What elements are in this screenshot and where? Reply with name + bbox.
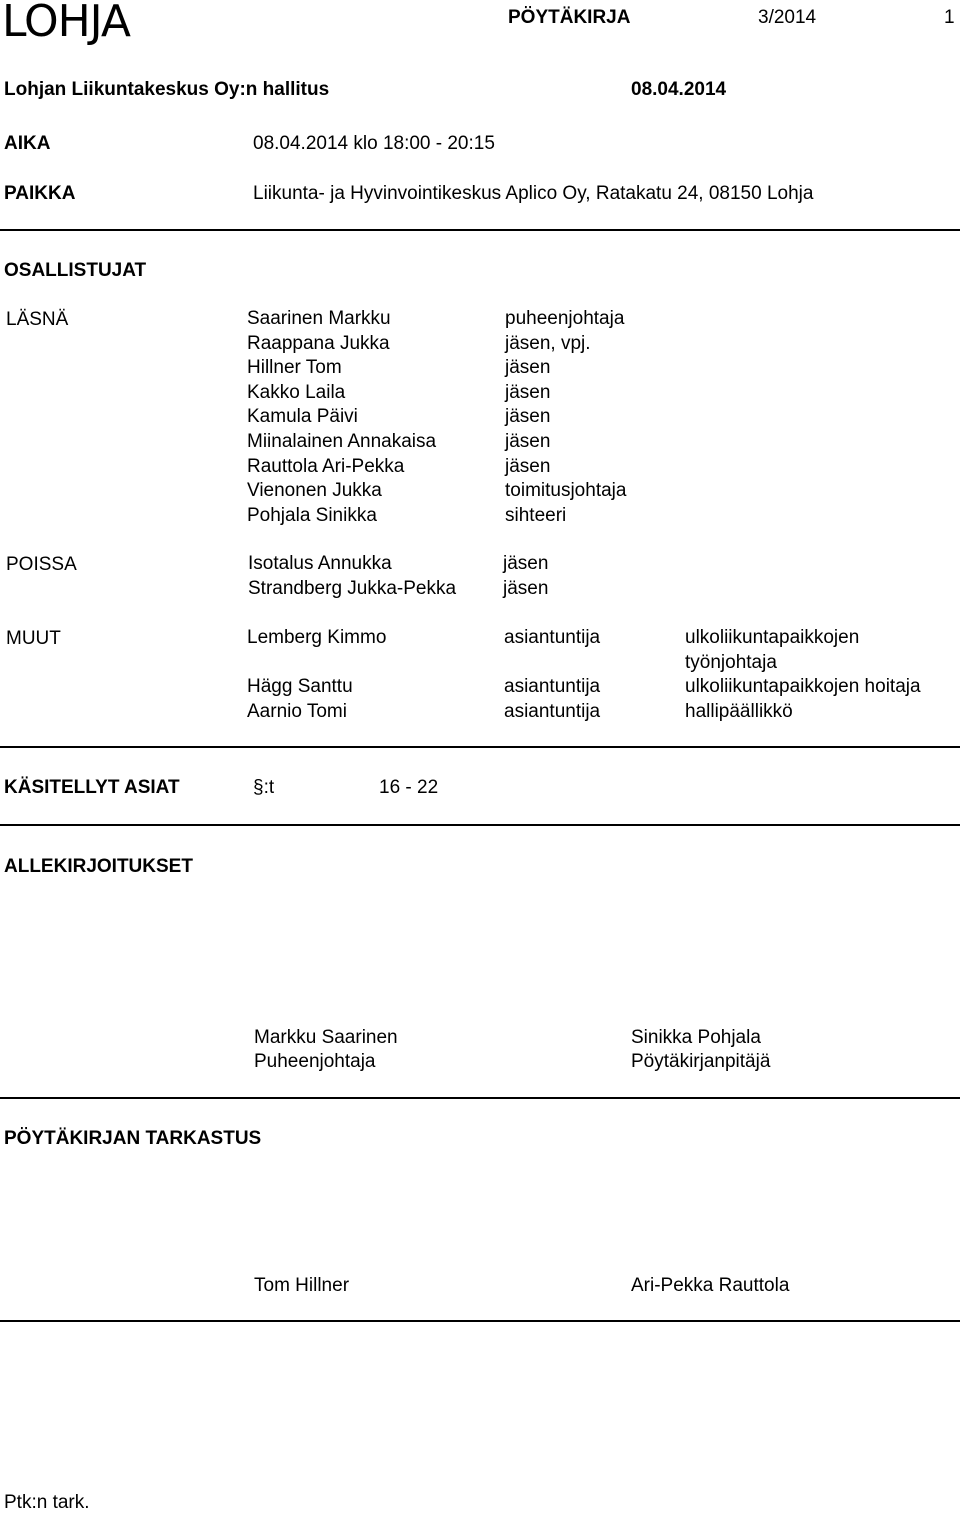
other-role: asiantuntija	[504, 700, 601, 722]
present-label: LÄSNÄ	[6, 309, 69, 330]
signatures-heading: ALLEKIRJOITUKSET	[4, 856, 193, 877]
spacer	[504, 651, 600, 676]
divider	[0, 1097, 960, 1099]
time-value: 08.04.2014 klo 18:00 - 20:15	[253, 133, 495, 154]
footer-note: Ptk:n tark.	[4, 1492, 90, 1513]
present-name: Vienonen Jukka	[247, 480, 382, 502]
present-role: jäsen	[505, 430, 551, 452]
others-roles	[504, 626, 600, 724]
reviewer-left-name: Tom Hillner	[254, 1275, 350, 1296]
meeting-date: 08.04.2014	[631, 79, 727, 100]
divider	[0, 824, 960, 826]
present-role: jäsen, vpj.	[505, 332, 591, 354]
participants-heading: OSALLISTUJAT	[4, 260, 147, 281]
absent-label: POISSA	[6, 554, 77, 575]
other-title: hallipäällikkö	[685, 700, 793, 722]
present-name: Saarinen Markku	[247, 308, 391, 329]
present-role: jäsen	[505, 357, 551, 379]
document-number: 3/2014	[758, 7, 817, 28]
present-name: Raappana Jukka	[247, 332, 390, 354]
present-role: puheenjohtaja	[505, 308, 625, 329]
absent-role: jäsen	[503, 553, 549, 574]
present-name: Kakko Laila	[247, 381, 346, 403]
present-role: jäsen	[505, 406, 551, 428]
others-label: MUUT	[6, 628, 61, 649]
absent-role: jäsen	[503, 577, 549, 599]
other-title: työnjohtaja	[685, 651, 777, 673]
place-value: Liikunta- ja Hyvinvointikeskus Aplico Oy, Ratakatu 24, 08150 Lohja	[253, 183, 814, 204]
present-name: Pohjala Sinikka	[247, 504, 377, 526]
divider	[0, 1320, 960, 1322]
page-number: 1	[944, 7, 955, 28]
secretary-name: Sinikka Pohjala	[631, 1027, 761, 1048]
absent-name: Isotalus Annukka	[248, 553, 392, 574]
absent-names	[248, 552, 456, 601]
secretary-title: Pöytäkirjanpitäjä	[631, 1051, 771, 1072]
spacer	[247, 651, 386, 676]
present-name: Miinalainen Annakaisa	[247, 430, 437, 452]
present-roles	[505, 307, 626, 528]
other-title: ulkoliikuntapaikkojen	[685, 627, 860, 648]
absent-roles	[503, 552, 548, 601]
organ-name: Lohjan Liikuntakeskus Oy:n hallitus	[4, 79, 330, 100]
present-role: jäsen	[505, 381, 551, 403]
present-name: Kamula Päivi	[247, 406, 358, 428]
present-name: Rauttola Ari-Pekka	[247, 455, 405, 477]
matters-label: KÄSITELLYT ASIAT	[4, 777, 180, 798]
review-heading: PÖYTÄKIRJAN TARKASTUS	[4, 1128, 262, 1149]
other-title: ulkoliikuntapaikkojen hoitaja	[685, 676, 921, 698]
present-names	[247, 307, 436, 528]
chair-title: Puheenjohtaja	[254, 1051, 376, 1072]
others-titles	[685, 626, 921, 724]
present-role: toimitusjohtaja	[505, 480, 627, 502]
other-role: asiantuntija	[504, 627, 601, 648]
document-type: PÖYTÄKIRJA	[508, 7, 631, 28]
present-role: jäsen	[505, 455, 551, 477]
others-names	[247, 626, 386, 724]
time-label: AIKA	[4, 133, 51, 154]
city-logo: LOHJA	[2, 0, 130, 47]
other-role: asiantuntija	[504, 676, 601, 698]
present-name: Hillner Tom	[247, 357, 342, 379]
present-role: sihteeri	[505, 504, 567, 526]
matters-range: 16 - 22	[379, 777, 439, 798]
place-label: PAIKKA	[4, 183, 76, 204]
divider	[0, 746, 960, 748]
absent-name: Strandberg Jukka-Pekka	[248, 577, 457, 599]
chair-name: Markku Saarinen	[254, 1027, 398, 1048]
other-name: Lemberg Kimmo	[247, 627, 387, 648]
section-prefix: §:t	[253, 777, 275, 798]
other-name: Hägg Santtu	[247, 676, 353, 698]
reviewer-right-name: Ari-Pekka Rauttola	[631, 1275, 790, 1296]
divider	[0, 229, 960, 231]
other-name: Aarnio Tomi	[247, 700, 347, 722]
